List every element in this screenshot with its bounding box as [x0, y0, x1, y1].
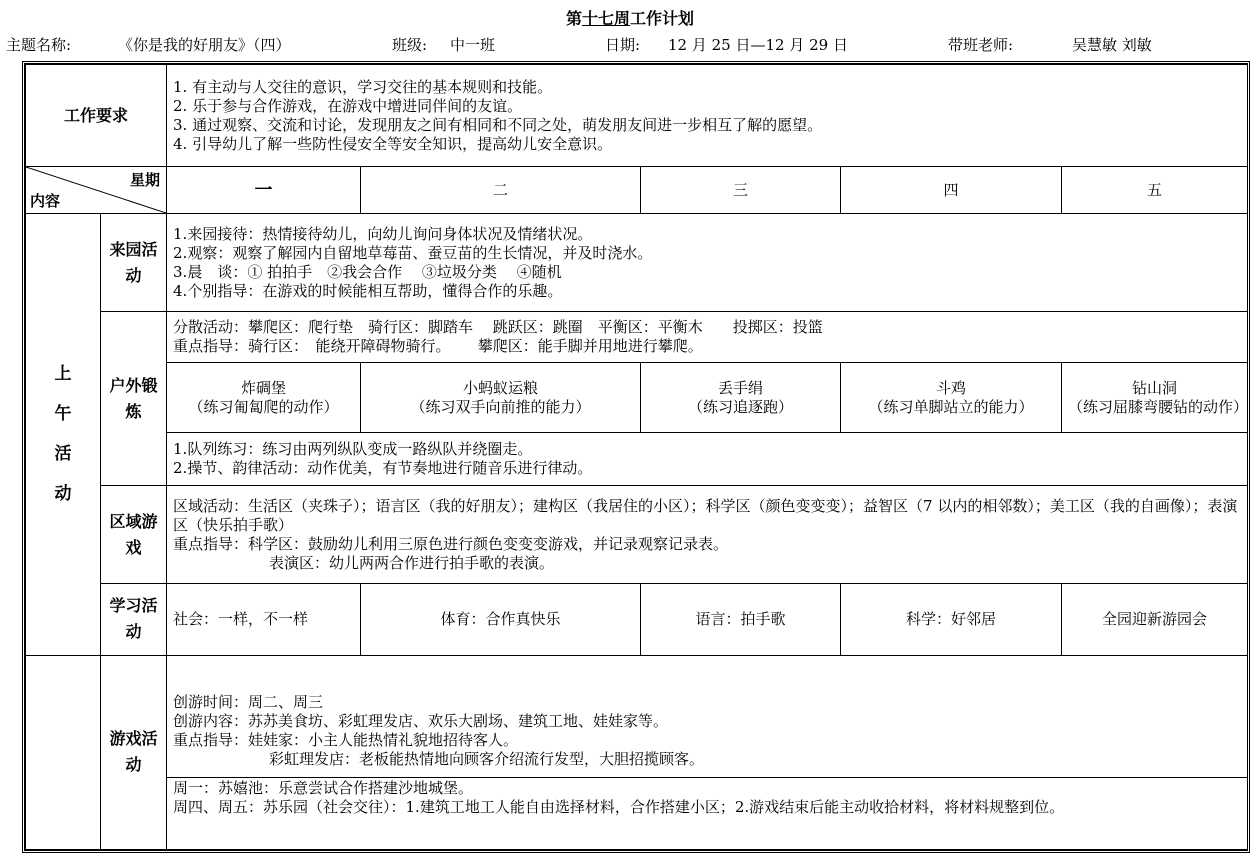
study-cell: 科学：好邻居 [841, 584, 1062, 656]
page-title: 第十七周工作计划 [565, 9, 695, 28]
games-cell: 创游时间：周二、周三 创游内容：苏苏美食坊、彩虹理发店、欢乐大剧场、建筑工地、娃娃家等。 重点指导：娃娃家：小主人能热情礼貌地招待客人。 彩虹理发店：老板能热情地向顾客介绍流行发型，大胆招揽顾客。 周一：苏嬉池：乐意尝试合作搭建沙地城堡。 周四、周五：苏乐园（社会交往）：1.建筑工地工人能自由选择材料，合作搭建小区；2.游戏结束后能主动收拾材料，将材料规整到位。 [167, 655, 1248, 849]
theme-value: 《你是我的好朋友》（四） [118, 36, 291, 54]
outdoor-game: 小蚂蚁运粮 （练习双手向前推的能力） [361, 363, 641, 433]
outdoor-game: 钻山洞 （练习屈膝弯腰钻的动作） [1062, 363, 1248, 433]
date-label: 日期: [605, 36, 641, 54]
class-value: 中一班 [450, 36, 496, 54]
study-row [26, 584, 1248, 656]
day-friday: 五 [1062, 167, 1248, 214]
study-cell: 全园迎新游园会 [1062, 584, 1248, 656]
outdoor-label: 户外锻炼 [101, 312, 167, 486]
theme-label: 主题名称: [6, 36, 72, 54]
day-monday: 一 [167, 167, 361, 214]
arrival-row [26, 214, 1248, 312]
outdoor-bottom-cell: 1.队列练习：练习由两列纵队变成一路纵队并绕圈走。 2.操节、韵律活动：动作优美，有节奏地进行随音乐进行律动。 [167, 432, 1248, 485]
content-label: 内容 [30, 192, 61, 211]
study-cell: 体育：合作真快乐 [361, 584, 641, 656]
diagonal-header-cell [26, 167, 167, 214]
teacher-value: 吴慧敏 刘敏 [1072, 36, 1152, 54]
requirements-cell [167, 65, 1248, 167]
weekday-label: 星期 [130, 171, 161, 190]
requirements-header: 工作要求 [26, 65, 167, 167]
title-week: 十七周 [581, 9, 630, 28]
day-thursday: 四 [841, 167, 1062, 214]
outdoor-game: 丢手绢 （练习追逐跑） [641, 363, 841, 433]
study-label: 学习活动 [101, 584, 167, 656]
area-cell: 区域活动：生活区（夹珠子）；语言区（我的好朋友）；建构区（我居住的小区）；科学区（颜色变变变）；益智区（7 以内的相邻数）；美工区（我的自画像）；表演区（快乐拍手歌） 重点指导：科学区：鼓励幼儿利用三原色进行颜色变变变游戏，并记录观察记录表。 表演区：幼儿两两合作进行拍手歌的表演。 [167, 486, 1248, 584]
requirements-row [26, 65, 1248, 167]
requirement-item: 1. 有主动与人交往的意识，学习交往的基本规则和技能。 [173, 77, 553, 96]
requirement-item: 3. 通过观察、交流和讨论，发现朋友之间有相同和不同之处，萌发朋友间进一步相互了解的愿望。 [173, 115, 823, 134]
area-label: 区域游戏 [101, 486, 167, 584]
study-cell: 社会：一样，不一样 [167, 584, 361, 656]
games-label: 游戏活动 [101, 655, 167, 849]
games-row [26, 655, 1248, 849]
arrival-label: 来园活动 [101, 214, 167, 312]
requirement-item: 4. 引导幼儿了解一些防性侵安全等安全知识，提高幼儿安全意识。 [173, 134, 613, 153]
outdoor-game: 斗鸡 （练习单脚站立的能力） [841, 363, 1062, 433]
outdoor-top-row [26, 312, 1248, 363]
outdoor-games-row [26, 363, 1248, 433]
outdoor-top-cell: 分散活动：攀爬区：爬行垫 骑行区：脚踏车 跳跃区：跳圈 平衡区：平衡木 投掷区：投篮 重点指导：骑行区： 能绕开障碍物骑行。 攀爬区：能手脚并用地进行攀爬。 [167, 312, 1248, 363]
weekday-header-row [26, 167, 1248, 214]
area-row [26, 486, 1248, 584]
class-label: 班级: [392, 36, 428, 54]
work-plan-table [25, 64, 1248, 850]
outdoor-game: 炸碉堡 （练习匍匐爬的动作） [167, 363, 361, 433]
date-value: 12 月 25 日—12 月 29 日 [668, 36, 848, 54]
morning-activities-label: 上 午 活 动 [26, 214, 101, 656]
arrival-cell: 1.来园接待：热情接待幼儿，向幼儿询问身体状况及情绪状况。 2.观察：观察了解园内自留地草莓苗、蚕豆苗的生长情况，并及时浇水。 3.晨 谈：① 拍拍手 ②我会合作 ③垃圾分类 ④随机 4.个别指导：在游戏的时候能相互帮助，懂得合作的乐趣。 [167, 214, 1248, 312]
requirement-item: 2. 乐于参与合作游戏，在游戏中增进同伴间的友谊。 [173, 96, 523, 115]
games-empty-left [26, 655, 101, 849]
outdoor-bottom-row [26, 432, 1248, 485]
study-cell: 语言：拍手歌 [641, 584, 841, 656]
teacher-label: 带班老师: [948, 36, 1014, 54]
day-wednesday: 三 [641, 167, 841, 214]
day-tuesday: 二 [361, 167, 641, 214]
